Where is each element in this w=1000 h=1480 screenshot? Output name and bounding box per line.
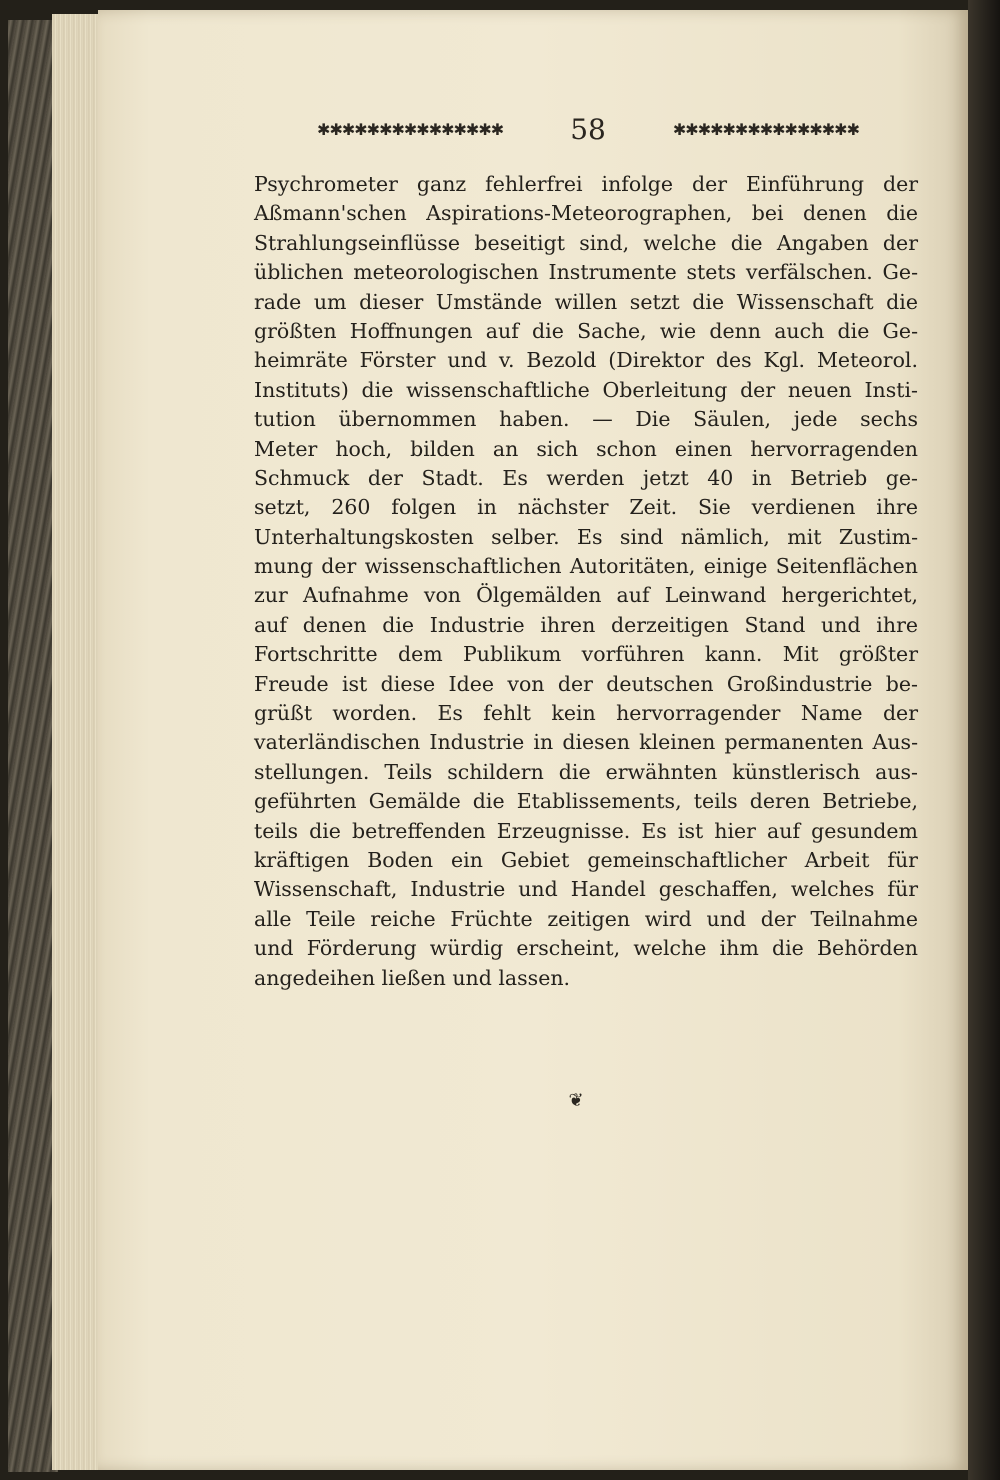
text-line: und Förderung würdig erscheint, welche ihm die Behörden	[254, 936, 918, 961]
text-line: Freude ist diese Idee von der deutschen Großindustrie be-	[254, 671, 918, 696]
text-line: kräftigen Boden ein Gebiet gemeinschaftlicher Arbeit für	[254, 847, 918, 872]
text-line-last: angedeihen ließen und lassen.	[254, 965, 571, 990]
text-line: mung der wissenschaftlichen Autoritäten, einige Seitenflächen	[254, 554, 918, 579]
text-line: setzt, 260 folgen in nächster Zeit. Sie verdienen ihre	[254, 495, 918, 520]
text-line: teils die betreffenden Erzeugnisse. Es ist hier auf gesundem	[254, 818, 918, 843]
text-line: stellungen. Teils schildern die erwähnten künstlerisch aus-	[254, 759, 918, 784]
text-line: vaterländischen Industrie in diesen kleinen permanenten Aus-	[254, 730, 918, 755]
text-line: Meter hoch, bilden an sich schon einen hervorragenden	[254, 436, 918, 461]
text-line: geführten Gemälde die Etablissements, teils deren Betriebe,	[254, 789, 918, 814]
text-line: Psychrometer ganz fehlerfrei infolge der Einführung der	[254, 172, 918, 196]
text-line: Instituts) die wissenschaftliche Oberleitung der neuen Insti-	[254, 377, 918, 402]
text-line: üblichen meteorologischen Instrumente stets verfälschen. Ge-	[254, 260, 918, 285]
text-line: Wissenschaft, Industrie und Handel geschaffen, welches für	[254, 877, 918, 902]
text-line: grüßt worden. Es fehlt kein hervorragender Name der	[254, 701, 918, 726]
text-line: alle Teile reiche Früchte zeitigen wird und der Teilnahme	[254, 906, 918, 931]
gutter-shadow	[968, 0, 1000, 1480]
text-line: tution übernommen haben. — Die Säulen, jede sechs	[254, 407, 918, 432]
text-line: zur Aufnahme von Ölgemälden auf Leinwand hergerichtet,	[254, 583, 918, 608]
text-line: heimräte Förster und v. Bezold (Direktor des Kgl. Meteorol.	[254, 348, 918, 373]
text-line: auf denen die Industrie ihren derzeitigen Stand und ihre	[254, 612, 918, 637]
text-line: Aßmann'schen Aspirations-Meteorographen, bei denen die	[254, 201, 918, 226]
text-line: größten Hoffnungen auf die Sache, wie denn auch die Ge-	[254, 318, 918, 343]
header-ornament-left: ✱✱✱✱✱✱✱✱✱✱✱✱✱✱✱	[317, 119, 504, 139]
body-paragraph	[254, 170, 918, 993]
end-flourish-icon: ❦	[568, 1090, 584, 1111]
header-ornament-right: ✱✱✱✱✱✱✱✱✱✱✱✱✱✱✱	[672, 119, 859, 139]
text-line: Fortschritte dem Publikum vorführen kann. Mit größter	[254, 642, 918, 667]
running-header	[258, 112, 918, 146]
text-line: Unterhaltungskosten selber. Es sind nämlich, mit Zustim-	[254, 524, 918, 549]
book-spine-edge	[8, 20, 58, 1472]
text-line: Strahlungseinflüsse beseitigt sind, welche die Angaben der	[254, 230, 918, 255]
text-line: rade um dieser Umstände willen setzt die Wissenschaft die	[254, 289, 918, 314]
page-number: 58	[570, 112, 606, 146]
text-line: Schmuck der Stadt. Es werden jetzt 40 in Betrieb ge-	[254, 465, 918, 490]
